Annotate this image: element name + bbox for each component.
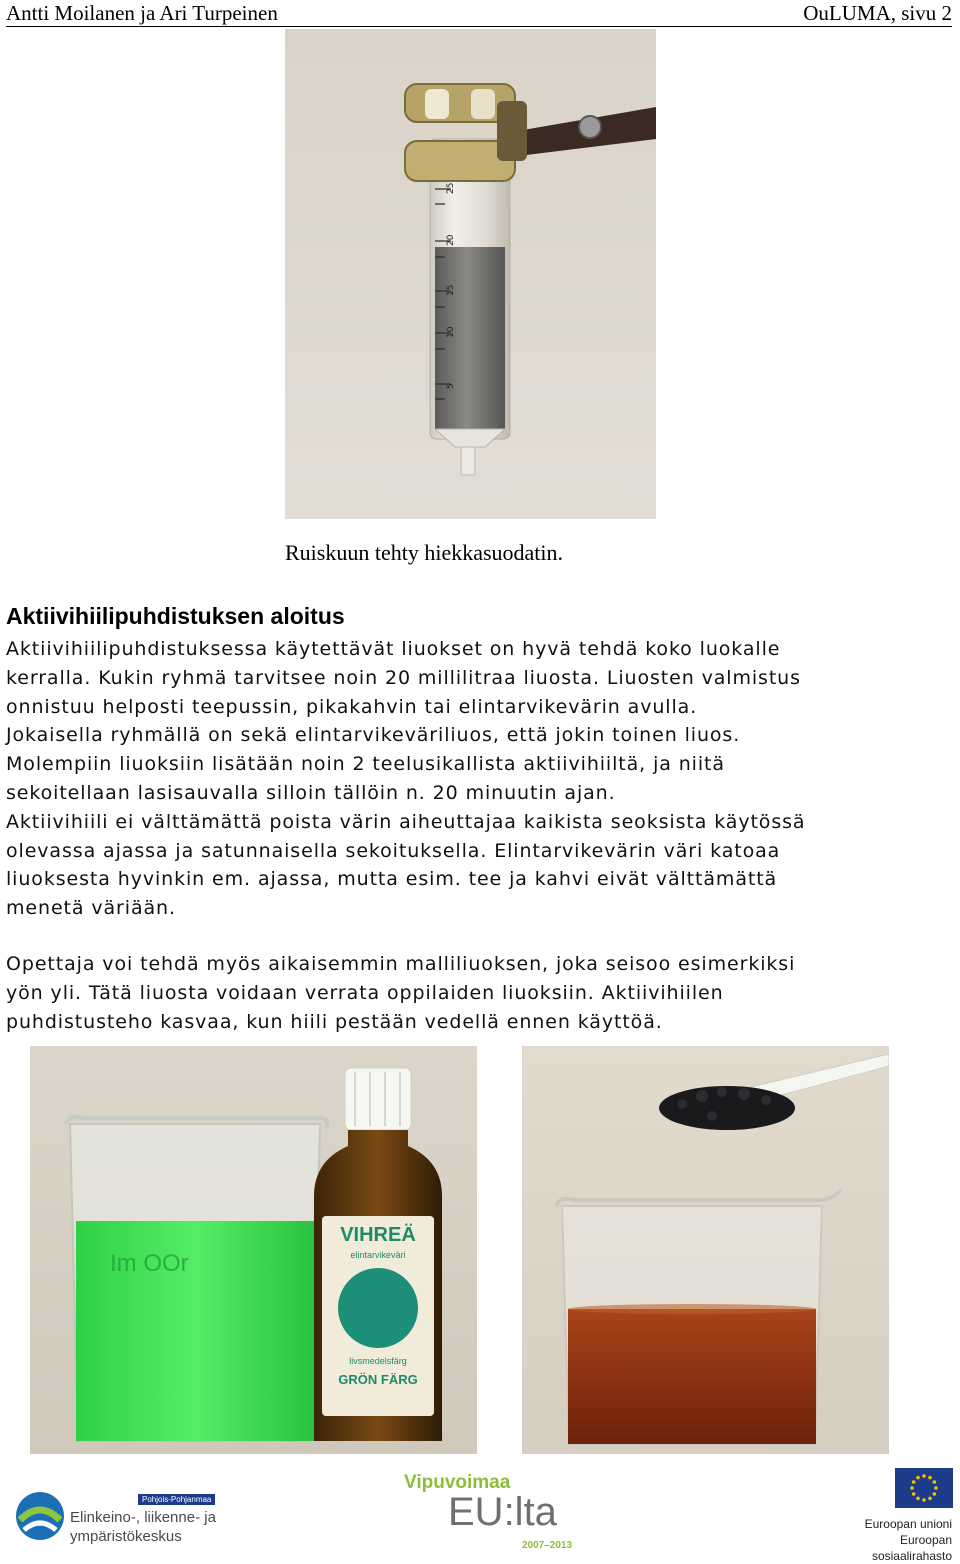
syringe-mark-15: 15 bbox=[446, 284, 456, 296]
syringe-mark-25: 25 bbox=[446, 182, 456, 194]
paragraph-line: Jokaisella ryhmällä on sekä elintarvikeväriliuos, että jokin toinen liuos. bbox=[6, 724, 741, 747]
paragraph-line: onnistuu helposti teepussin, pikakahvin tai elintarvikevärin avulla. bbox=[6, 695, 698, 718]
ely-logo-icon bbox=[14, 1490, 66, 1542]
paragraph-line: Molempiin liuoksiin lisätään noin 2 teelusikallista aktiivihiiltä, ja niitä bbox=[6, 753, 725, 776]
paragraph-line: yön yli. Tätä liuosta voidaan verrata oppilaiden liuoksiin. Aktiivihiilen bbox=[6, 981, 724, 1004]
ely-name bbox=[70, 1508, 216, 1546]
paragraph-line: liuoksesta hyvinkin em. ajassa, mutta esim. tee ja kahvi eivät välttämättä bbox=[6, 868, 778, 891]
eu-flag-icon bbox=[895, 1468, 953, 1508]
paragraph-line: Aktiivihiilipuhdistuksessa käytettävät liuokset on hyvä tehdä koko luokalle bbox=[6, 638, 781, 660]
vipuvoimaa-eulta: EU:lta bbox=[448, 1490, 557, 1534]
ely-name-line2: ympäristökeskus bbox=[70, 1528, 182, 1545]
header-authors: Antti Moilanen ja Ari Turpeinen bbox=[6, 1, 278, 25]
header-page-ref: OuLUMA, sivu 2 bbox=[803, 1, 952, 25]
paragraph-2 bbox=[6, 950, 946, 1036]
paragraph-line: Aktiivihiili ei välttämättä poista värin aiheuttajaa kaikista seoksista käytössä bbox=[6, 810, 806, 833]
paragraph-line: sekoitellaan lasisauvalla silloin tällöin n. 20 minuutin ajan. bbox=[6, 781, 616, 804]
syringe-filter-photo bbox=[285, 29, 656, 519]
vipuvoimaa-title: Vipuvoimaa bbox=[404, 1472, 511, 1493]
green-dye-illustration bbox=[30, 1046, 477, 1454]
activated-carbon-illustration bbox=[522, 1046, 889, 1454]
paragraph-line: Opettaja voi tehdä myös aikaisemmin malliliuoksen, joka seisoo esimerkiksi bbox=[6, 953, 796, 975]
bottle-label-elintarvikevari: elintarvikeväri bbox=[350, 1250, 406, 1260]
eu-line1: Euroopan unioni bbox=[864, 1517, 952, 1531]
section-title: Aktiivihiilipuhdistuksen aloitus bbox=[6, 603, 345, 629]
footer-logos bbox=[0, 1464, 960, 1563]
paragraph-line: puhdistusteho kasvaa, kun hiili pestään vedellä ennen käyttöä. bbox=[6, 1010, 663, 1033]
paragraph-1 bbox=[6, 635, 946, 923]
ely-name-line1: Elinkeino-, liikenne- ja bbox=[70, 1509, 216, 1526]
ely-region-tag: Pohjois-Pohjanmaa bbox=[138, 1494, 215, 1505]
green-dye-photo bbox=[30, 1046, 477, 1454]
paragraph-line: menetä väriään. bbox=[6, 897, 176, 920]
bottle-label-vihrea: VIHREÄ bbox=[340, 1224, 416, 1246]
svg-text:Im OOr: Im OOr bbox=[110, 1250, 189, 1277]
activated-carbon-photo bbox=[522, 1046, 889, 1454]
paragraph-line: olevassa ajassa ja satunnaisella sekoituksella. Elintarvikevärin väri katoaa bbox=[6, 839, 781, 862]
syringe-mark-5: 5 bbox=[446, 383, 456, 389]
figure-caption: Ruiskuun tehty hiekkasuodatin. bbox=[285, 540, 564, 565]
paragraph-line: kerralla. Kukin ryhmä tarvitsee noin 20 millilitraa liuosta. Liuosten valmistus bbox=[6, 666, 801, 689]
syringe-mark-10: 10 bbox=[446, 326, 456, 338]
syringe-mark-20: 20 bbox=[446, 234, 456, 246]
bottle-label-livsmedelsfarg: livsmedelsfärg bbox=[349, 1356, 407, 1366]
bottle-label-gron-farg: GRÖN FÄRG bbox=[338, 1372, 418, 1387]
eu-text bbox=[824, 1516, 952, 1564]
syringe-filter-illustration bbox=[285, 29, 656, 519]
page-header bbox=[6, 0, 952, 27]
vipuvoimaa-years: 2007–2013 bbox=[522, 1540, 573, 1551]
eu-line2: Euroopan sosiaalirahasto bbox=[871, 1533, 952, 1563]
